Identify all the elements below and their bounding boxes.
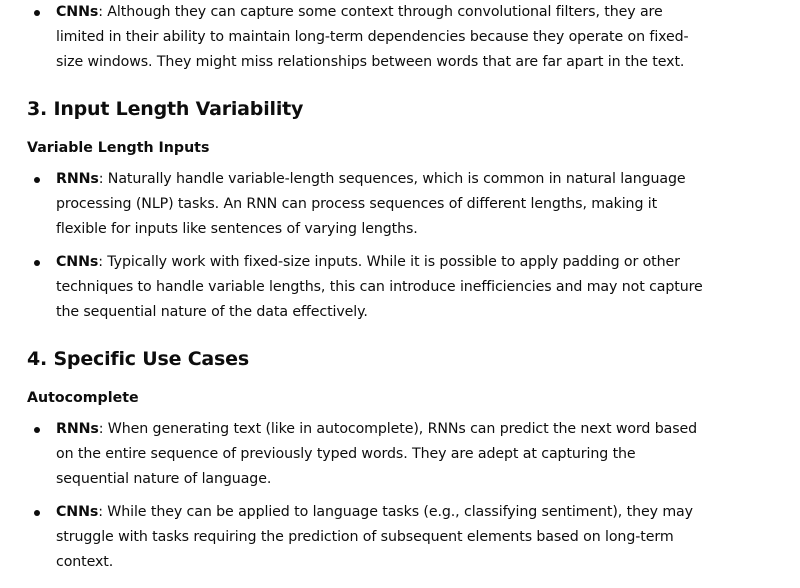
item-text: : When generating text (like in autocomplete), RNNs can predict the next word based on the entire sequence of previously typed words. They are adept at capturing the sequential nature of language. — [56, 421, 698, 487]
bullet-dot-icon — [34, 260, 40, 266]
bullet-dot-icon — [34, 510, 40, 516]
term-label: CNNs — [56, 254, 99, 270]
bullet-dot-icon — [34, 177, 40, 183]
item-text: : While they can be applied to language tasks (e.g., classifying sentiment), they may struggle with tasks requiring the prediction of subsequent elements based on long-term context. — [56, 504, 693, 570]
subheading-variable-length-inputs: Variable Length Inputs — [27, 140, 210, 156]
term-label: RNNs — [56, 171, 99, 187]
list-item-rnns-autocomplete — [27, 417, 706, 492]
list-item-cnns-context — [27, 0, 706, 75]
bullet-dot-icon — [34, 427, 40, 433]
list-item-cnns-language-tasks — [27, 500, 706, 575]
term-label: CNNs — [56, 504, 99, 520]
item-text: : Although they can capture some context through convolutional filters, they are limited in their ability to maintain long-term dependencies because they operate on fixed-size windows. They might miss relationships between words that are far apart in the text. — [56, 4, 689, 70]
section-heading-input-length: 3. Input Length Variability — [27, 98, 304, 120]
term-label: RNNs — [56, 421, 99, 437]
list-item-cnns-fixed-size — [27, 250, 706, 325]
item-text: : Naturally handle variable-length sequences, which is common in natural language processing (NLP) tasks. An RNN can process sequences of different lengths, making it flexible for inputs like sentences of varying lengths. — [56, 171, 686, 237]
subheading-autocomplete: Autocomplete — [27, 390, 139, 406]
term-label: CNNs — [56, 4, 99, 20]
section-heading-specific-use-cases: 4. Specific Use Cases — [27, 348, 249, 370]
item-text: : Typically work with fixed-size inputs. While it is possible to apply padding or other techniques to handle variable lengths, this can introduce inefficiencies and may not capture the sequential nature of the data effectively. — [56, 254, 703, 320]
bullet-dot-icon — [34, 10, 40, 16]
list-item-rnns-variable-length — [27, 167, 706, 242]
